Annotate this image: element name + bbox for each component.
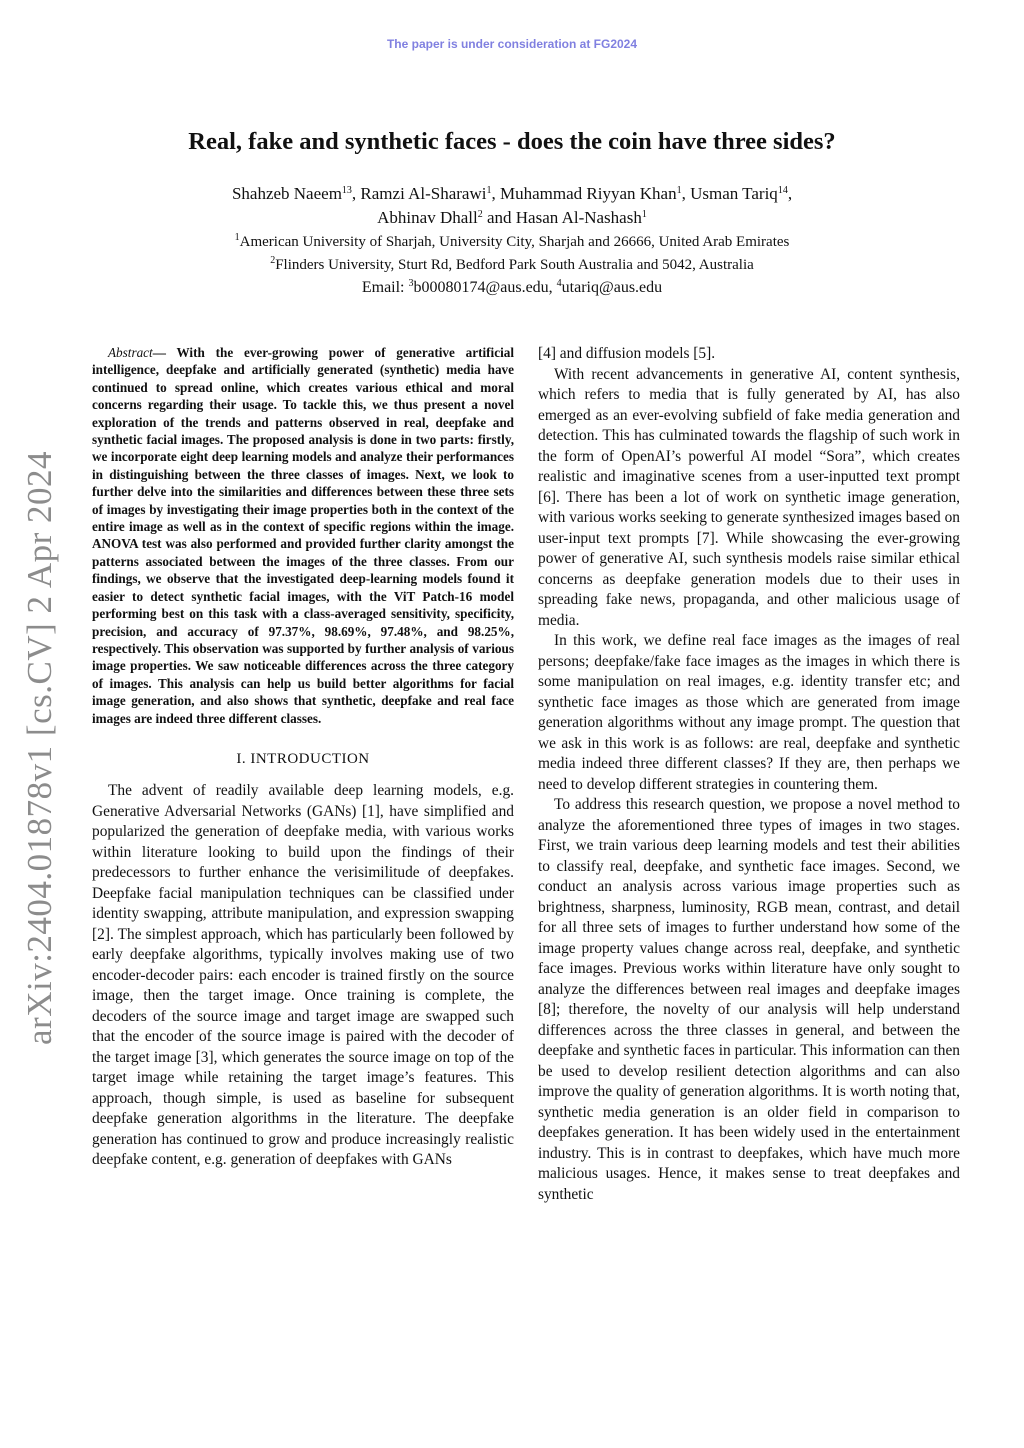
affiliation-1 — [60, 231, 964, 253]
conference-banner: The paper is under consideration at FG2024 — [386, 37, 638, 51]
author-affil-sup: 13 — [341, 185, 352, 196]
author-separator: , — [787, 184, 793, 203]
author-affil-sup: 14 — [777, 185, 788, 196]
email-address: b00080174@aus.edu, — [413, 279, 557, 296]
author-affil-sup: 1 — [486, 185, 492, 196]
right-column — [538, 344, 960, 1205]
abstract — [92, 344, 514, 727]
author-line-2 — [60, 207, 964, 229]
email-address: utariq@aus.edu — [561, 279, 663, 296]
email-line — [60, 277, 964, 299]
author-name: , Muhammad Riyyan Khan — [491, 184, 677, 203]
abstract-label: Abstract — [108, 345, 153, 360]
affil-text: Flinders University, Sturt Rd, Bedford Park South Australia and 5042, Australia — [275, 257, 754, 273]
author-affil-sup: 2 — [477, 209, 483, 220]
author-name: Shahzeb Naeem — [231, 184, 342, 203]
email-label: Email: — [361, 279, 409, 296]
author-name: , Usman Tariq — [681, 184, 778, 203]
paragraph-continuation: [4] and diffusion models [5]. — [538, 345, 716, 362]
affil-sup: 2 — [270, 255, 276, 266]
paragraph: With recent advancements in generative AI, content synthesis, which refers to media that is fully generated by AI, has also emerged as an ever-evolving subfield of fake media generation and detection. This has culminated towards the flagship of such work in the form of OpenAI’s powerful AI model “Sora”, which creates realistic and imaginative scenes from a user-inputted text prompt [6]. There has been a lot of work on synthetic image generation, with various works seeking to generate synthesized images based on user-input text prompts [7]. While showcasing the ever-growing power of generative AI, such synthesis models raise similar ethical concerns as deepfake generation models due to their uses in spreading fake news, propaganda, and other malicious usage of media. — [538, 365, 960, 629]
author-name: and Hasan Al-Nashash — [482, 208, 642, 227]
arxiv-identifier: arXiv:2404.01878v1 [cs.CV] 2 Apr 2024 — [20, 450, 59, 1045]
left-column — [92, 344, 514, 1171]
author-name: , Ramzi Al-Sharawi — [351, 184, 487, 203]
affil-text: American University of Sharjah, University City, Sharjah and 26666, United Arab Emirates — [239, 234, 790, 250]
section-heading: I. INTRODUCTION — [236, 750, 370, 767]
author-affil-sup: 1 — [641, 209, 647, 220]
author-name: Abhinav Dhall — [377, 208, 478, 227]
paragraph: In this work, we define real face images as the images of real persons; deepfake/fake face images as the images in which there is some manipulation on real images, e.g. identity transfer etc; and synthetic face images as those which are generated from image generation algorithms without any image prompt. The question that we ask in this work is as follows: are real, deepfake and synthetic media indeed three different classes? If they are, then perhaps we need to develop different strategies in countering them. — [538, 632, 960, 793]
paper-title: Real, fake and synthetic faces - does the coin have three sides? — [188, 128, 836, 155]
abstract-text: — With the ever-growing power of generative artificial intelligence, deepfake and artificially generated (synthetic) media have continued to spread online, which creates various ethical and moral concerns regarding their usage. To tackle this, we thus present a novel exploration of the trends and patterns observed in real, deepfake and synthetic facial images. The proposed analysis is done in two parts: firstly, we incorporate eight deep learning models and analyze their performances in distinguishing between the three classes of images. Next, we look to further delve into the similarities and differences between these three sets of images by investigating their image properties both in the context of the entire image as well as in the context of specific regions within the image. ANOVA test was also performed and provided further clarity amongst the patterns associated between the images of the three classes. From our findings, we observe that the investigated deep-learning models found it easier to detect synthetic facial images, with the ViT Patch-16 model performing best on this task with a class-averaged sensitivity, specificity, precision, and accuracy of 97.37%, 98.69%, 97.48%, and 98.25%, respectively. This observation was supported by further analysis of various image properties. We saw noticeable differences across the three category of images. This analysis can help us build better algorithms for facial image generation, and also shows that synthetic, deepfake and real face images are indeed three different classes. — [92, 345, 514, 726]
paragraph: The advent of readily available deep learning models, e.g. Generative Adversarial Networks (GANs) [1], have simplified and popularized the generation of deepfake media, with various works within literature looking to build upon the findings of their predecessors to further enhance the verisimilitude of deepfakes. Deepfake facial manipulation techniques can be classified under identity swapping, attribute manipulation, and expression swapping [2]. The simplest approach, which has particularly been followed by early deepfake algorithms, typically involves making use of two encoder-decoder pairs: each encoder is trained firstly on the source image, then the target image. Once training is complete, the decoders of the source image and target image are swapped such that the encoder of the source image is paired with the decoder of the target image [3], which generates the source image on top of the target image while retaining the target image’s features. This approach, though simple, is used as baseline for subsequent deepfake generation algorithms in the literature. The deepfake generation has continued to grow and produce increasingly realistic deepfake content, e.g. generation of deepfakes with GANs — [92, 782, 514, 1169]
paragraph: To address this research question, we propose a novel method to analyze the aforementioned three types of images in two stages. First, we train various deep learning models and test their abilities to classify real, deepfake, and synthetic face images. Second, we conduct an analysis across various image properties such as brightness, sharpness, luminosity, RGB mean, contrast, and detail for all three sets of images to further understand how some of the image property values change across real, deepfake, and synthetic face images. Previous works within literature have only sought to analyze the differences between real images and deepfake images [8]; therefore, the novelty of our analysis will help understand differences across the three classes in general, and between the deepfake and synthetic faces in particular. This information can then be used to develop resilient detection algorithms and can also improve the quality of generation algorithms. It is worth noting that, synthetic media generation is an older field in comparison to deepfakes generation. It has been widely used in the entertainment industry. This is in contrast to deepfakes, which have much more malicious usages. Hence, it makes sense to treat deepfakes and synthetic — [538, 796, 960, 1203]
affil-sup: 1 — [234, 232, 240, 243]
email-sup: 4 — [556, 278, 562, 289]
author-line-1 — [60, 183, 964, 205]
author-affil-sup: 1 — [676, 185, 682, 196]
email-sup: 3 — [408, 278, 414, 289]
affiliation-2 — [60, 254, 964, 276]
